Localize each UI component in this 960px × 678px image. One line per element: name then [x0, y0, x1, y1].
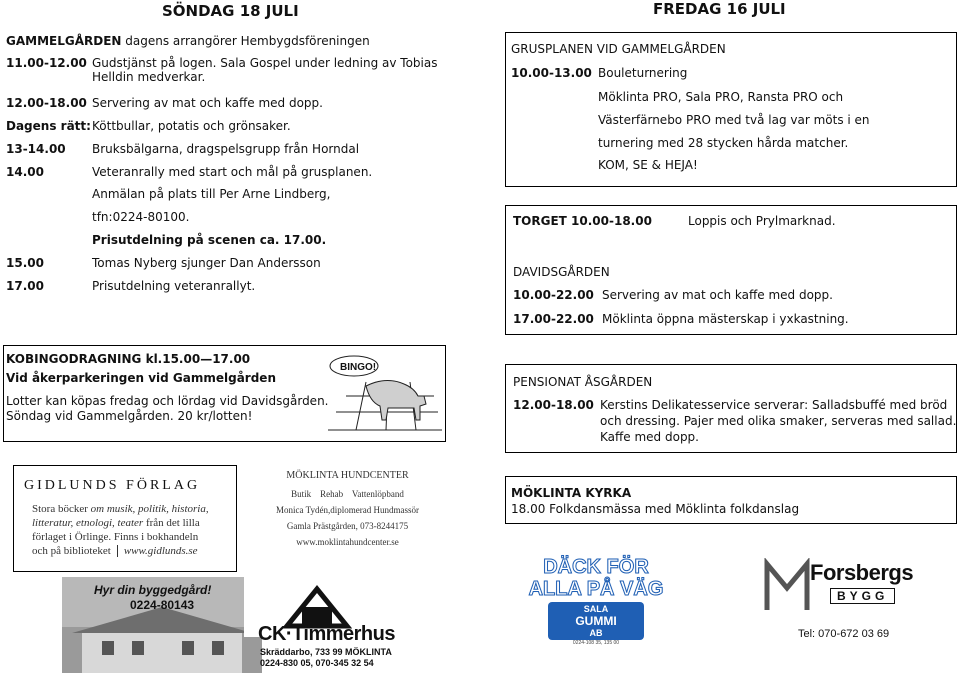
venue-name: GAMMELGÅRDEN: [6, 34, 122, 48]
event-time: Dagens rätt:: [6, 119, 91, 133]
event-text-cont: Helldin medverkar.: [92, 70, 206, 84]
pension-time: 12.00-18.00: [513, 398, 594, 412]
timmerhus-sign: Hyr din byggedgård!: [94, 583, 212, 597]
gidlunds-ad: [13, 465, 237, 572]
davidsgarden-heading: DAVIDSGÅRDEN: [513, 265, 610, 279]
kobingo-subtitle: Vid åkerparkeringen vid Gammelgården: [6, 371, 276, 385]
venue-organizer: dagens arrangörer Hembygdsföreningen: [125, 34, 370, 48]
kyrka-box: [505, 476, 957, 524]
timmerhus-brand: CK·Timmerhus: [258, 623, 395, 645]
gidlunds-text: [32, 502, 209, 558]
event-text: Veteranrally med start och mål på grusplanen.: [92, 165, 373, 179]
sala-gummi-sala: SALA: [583, 604, 609, 614]
pension-line: Kerstins Delikatesservice serverar: Salladsbuffé med bröd: [600, 398, 948, 412]
davidsgarden-event: Servering av mat och kaffe med dopp.: [602, 288, 833, 302]
gidlunds-line-3: förlaget i Örlinge. Finns i bokhandeln: [32, 531, 199, 543]
event-time: 12.00-18.00: [6, 96, 87, 110]
sunday-title: SÖNDAG 18 JULI: [162, 2, 299, 20]
rally-phone: tfn:0224-80100.: [92, 210, 190, 224]
dack-line1: DÄCK FÖR: [543, 556, 649, 578]
timmerhus-photo: [62, 577, 262, 673]
grusplanen-box: [505, 32, 957, 187]
torget-davidsgarden-box: [505, 205, 957, 335]
forsbergs-name: Forsbergs: [810, 560, 914, 585]
event-time: 15.00: [6, 256, 44, 270]
pension-box: [505, 364, 957, 453]
event-text: Köttbullar, potatis och grönsaker.: [92, 119, 291, 133]
event-time: 14.00: [6, 165, 44, 179]
kobingo-line: Söndag vid Gammelgården. 20 kr/lotten!: [6, 409, 253, 423]
bingo-label: BINGO!: [340, 362, 377, 373]
timmerhus-phones: 0224-830 05, 070-345 32 54: [260, 658, 374, 668]
hundcenter-address: Gamla Prästgården, 073-8244175: [286, 521, 409, 531]
grusplanen-line: Västerfärnebo PRO med två lag var möts i en: [598, 113, 870, 127]
torget-event: Loppis och Prylmarknad.: [688, 214, 836, 228]
dack-phone: 0224-108 35, 135 00: [572, 640, 620, 646]
rally-note: Anmälan på plats till Per Arne Lindberg,: [92, 187, 331, 201]
hundcenter-web: www.moklintahundcenter.se: [296, 537, 399, 547]
kobingo-title: KOBINGODRAGNING kl.15.00—17.00: [6, 352, 251, 366]
gidlunds-website: www.gidlunds.se: [123, 545, 198, 557]
friday-title: FREDAG 16 JULI: [653, 0, 786, 18]
sala-gummi-gummi: GUMMI: [575, 614, 617, 628]
hundcenter-ad: [255, 468, 440, 558]
dack-line2: ALLA PÅ VÄG: [528, 578, 664, 600]
forsbergs-tel: Tel: 070-672 03 69: [798, 628, 890, 640]
grusplanen-line: turnering med 28 stycken hårda matcher.: [598, 136, 849, 150]
hundcenter-services: Butik Rehab Vattenlöpband: [291, 489, 404, 499]
sala-gummi-logo: [548, 602, 644, 640]
timmerhus-address: Skräddarbo, 733 99 MÖKLINTA: [260, 647, 392, 657]
grusplanen-event: Bouleturnering: [598, 66, 688, 80]
davidsgarden-time: 10.00-22.00: [513, 288, 594, 302]
event-text: Prisutdelning veteranrallyt.: [92, 279, 256, 293]
event-text: Tomas Nyberg sjunger Dan Andersson: [92, 256, 321, 270]
kobingo-line: Lotter kan köpas fredag och lördag vid Davidsgården.: [6, 394, 329, 408]
gidlunds-line-2: litteratur, etnologi, teater från det lilla: [32, 517, 200, 529]
kyrka-line-text: 18.00 Folkdansmässa med Möklinta folkdanslag: [511, 502, 800, 516]
hundcenter-name: MÖKLINTA HUNDCENTER: [286, 470, 409, 481]
event-time: 17.00: [6, 279, 44, 293]
torget-label: TORGET 10.00-18.00: [513, 214, 652, 228]
sala-gummi-ab: AB: [589, 628, 603, 638]
davidsgarden-event: Möklinta öppna mästerskap i yxkastning.: [602, 312, 849, 326]
pension-heading: PENSIONAT ÅSGÅRDEN: [513, 375, 653, 389]
grusplanen-line: KOM, SE & HEJA!: [598, 158, 698, 172]
event-time: 11.00-12.00: [6, 56, 87, 70]
cow-bingo-illustration: [326, 352, 444, 438]
timmerhus-ad: [58, 575, 418, 673]
event-time: 13-14.00: [6, 142, 66, 156]
pension-line: Kaffe med dopp.: [600, 430, 699, 444]
forsbergs-m-logo: [764, 558, 810, 612]
gidlunds-line-1: Stora böcker om musik, politik, historia,: [32, 503, 209, 515]
kyrka-heading: MÖKLINTA KYRKA: [511, 486, 632, 500]
timmerhus-sign-phone: 0224-80143: [130, 598, 195, 612]
event-text: Bruksbälgarna, dragspelsgrupp från Horndal: [92, 142, 360, 156]
prize-note: Prisutdelning på scenen ca. 17.00.: [92, 233, 327, 247]
hundcenter-owner: Monica Tydén,diplomerad Hundmassör: [276, 505, 419, 515]
pension-line: och dressing. Pajer med olika smaker, serveras med sallad.: [600, 414, 957, 428]
forsbergs-ad: [764, 558, 940, 646]
gidlunds-name: GIDLUNDS FÖRLAG: [24, 478, 201, 493]
davidsgarden-time: 17.00-22.00: [513, 312, 594, 326]
gidlunds-line-4: och på biblioteket www.gidlunds.se: [32, 545, 198, 557]
sunday-venue: [6, 34, 370, 48]
event-text: Servering av mat och kaffe med dopp.: [92, 96, 323, 110]
dack-ad: [522, 556, 670, 646]
event-text: Gudstjänst på logen. Sala Gospel under ledning av Tobias: [92, 56, 438, 70]
kyrka-line: [511, 502, 799, 516]
grusplanen-line: Möklinta PRO, Sala PRO, Ransta PRO och: [598, 90, 844, 104]
kobingo-box: [3, 345, 446, 442]
grusplanen-heading: GRUSPLANEN VID GAMMELGÅRDEN: [511, 42, 726, 56]
forsbergs-sub: BYGG: [830, 588, 895, 604]
grusplanen-time: 10.00-13.00: [511, 66, 592, 80]
